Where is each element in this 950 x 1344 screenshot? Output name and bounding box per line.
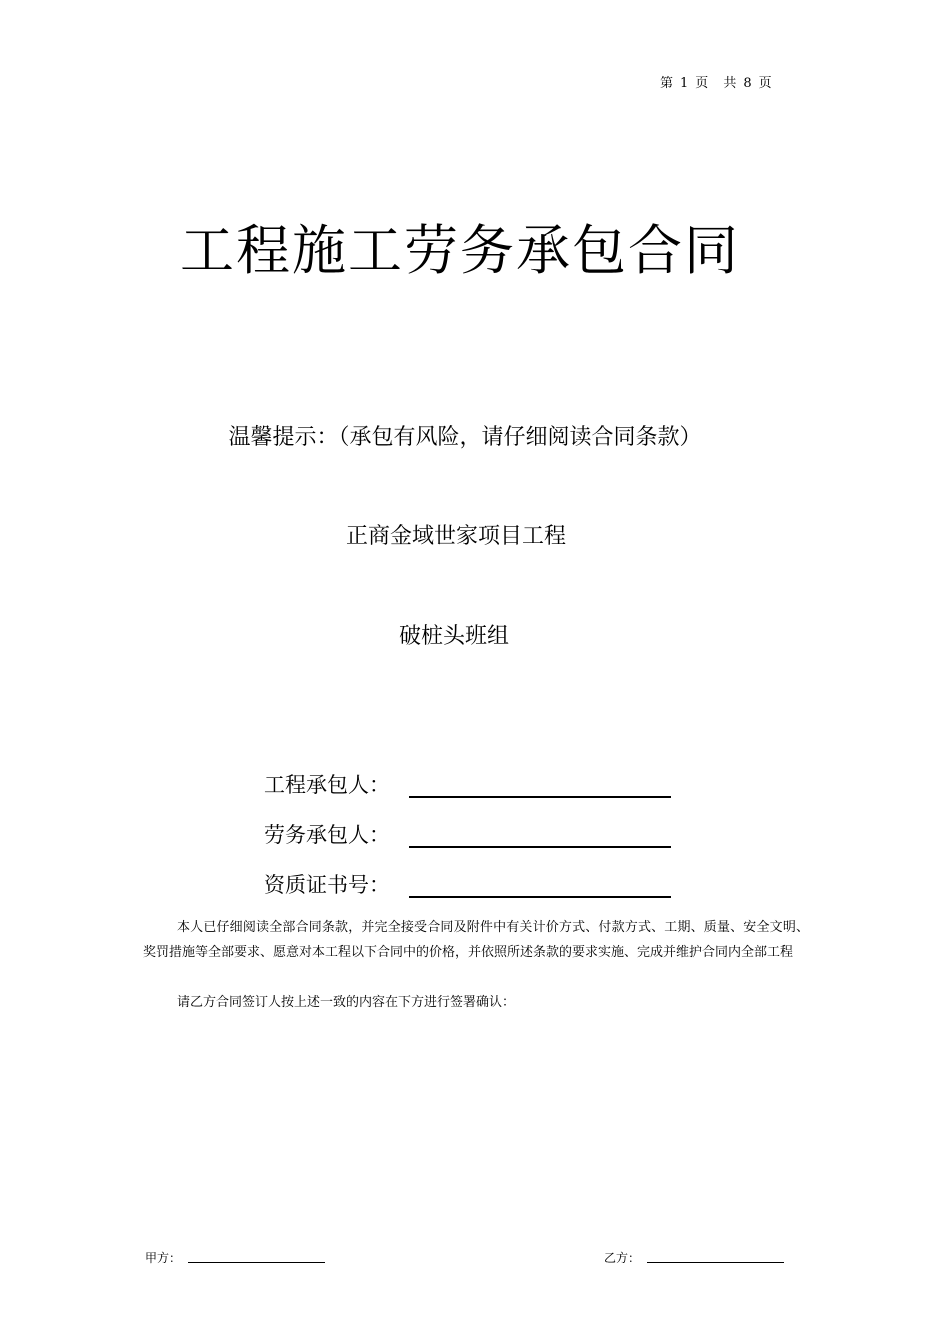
team-name: 破桩头班组 xyxy=(398,624,509,649)
party-a-label: 甲方： xyxy=(145,1251,182,1265)
party-b-signature-line[interactable] xyxy=(647,1262,784,1263)
page-label-post: 页 xyxy=(695,76,710,91)
contractor-field xyxy=(264,769,684,809)
acceptance-statement: 本人已仔细阅读全部合同条款，并完全接受合同及附件中有关计价方式、付款方式、工期、质量、安全文明、奖罚措施等全部要求、愿意对本工程以下合同中的价格，并依照所述条款的要求实施、完成并维护合同内全部工程 xyxy=(143,920,809,960)
page-label-pre: 第 xyxy=(660,76,675,91)
labor-contractor-label: 劳务承包人： xyxy=(264,823,390,847)
labor-contractor-signature-line[interactable] xyxy=(409,846,671,848)
page-number xyxy=(660,72,800,91)
total-label-post: 页 xyxy=(758,76,773,91)
total-label-pre: 共 xyxy=(723,76,738,91)
contractor-label: 工程承包人： xyxy=(264,773,390,797)
project-name: 正商金域世家项目工程 xyxy=(345,524,566,549)
certificate-number-label: 资质证书号： xyxy=(264,873,390,897)
party-b-field xyxy=(604,1249,804,1269)
certificate-number-field xyxy=(264,869,684,909)
certificate-number-line[interactable] xyxy=(409,896,671,898)
contractor-signature-line[interactable] xyxy=(409,796,671,798)
page-current: 1 xyxy=(680,76,690,91)
party-a-field xyxy=(145,1249,345,1269)
page-total: 8 xyxy=(743,76,753,91)
labor-contractor-field xyxy=(264,819,684,859)
reminder-text: 温馨提示：（承包有风险，请仔细阅读合同条款） xyxy=(228,425,702,450)
party-a-signature-line[interactable] xyxy=(188,1262,325,1263)
signing-instruction: 请乙方合同签订人按上述一致的内容在下方进行签署确认： xyxy=(177,995,516,1010)
party-b-label: 乙方： xyxy=(604,1251,641,1265)
document-title: 工程施工劳务承包合同 xyxy=(180,219,740,282)
